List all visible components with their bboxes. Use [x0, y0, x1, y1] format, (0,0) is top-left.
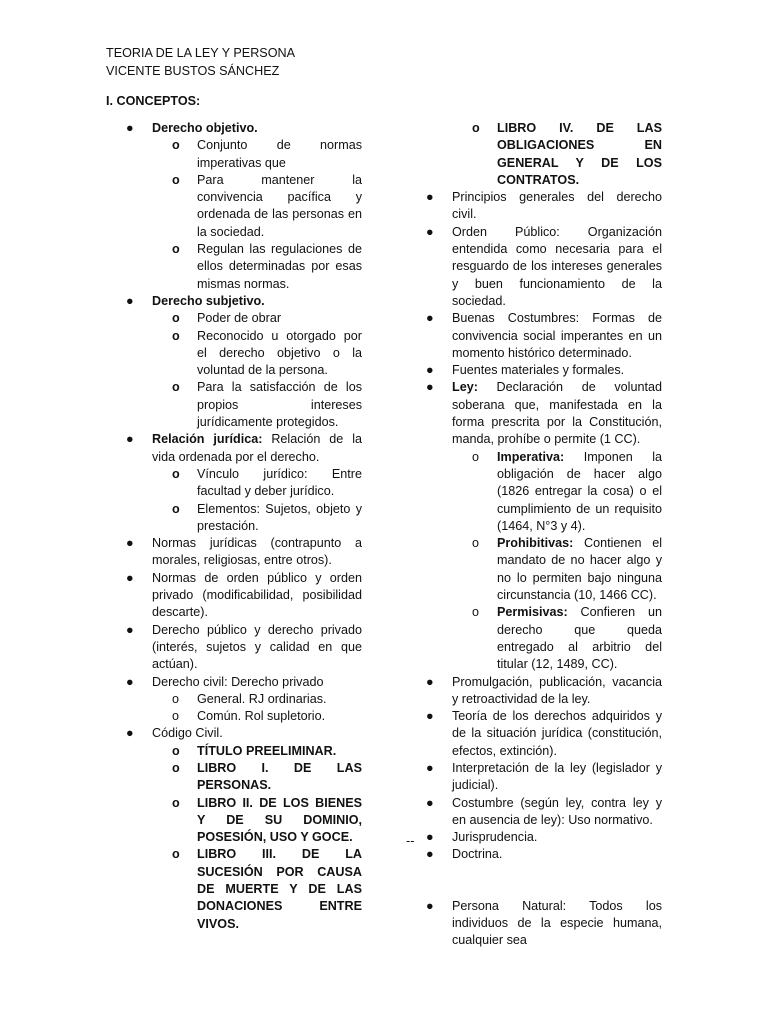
item-text: Derecho civil: Derecho privado	[152, 674, 324, 689]
list-item-codigo-civil	[126, 725, 362, 742]
bullet-icon: ●	[126, 536, 134, 551]
item-text: Doctrina.	[452, 847, 503, 862]
document-title: TEORIA DE LA LEY Y PERSONA	[106, 46, 295, 60]
sub-item-text: Común. Rol supletorio.	[197, 709, 326, 724]
sub-item	[126, 846, 362, 932]
list-item-relacion-juridica	[126, 431, 362, 466]
sub-item-text: LIBRO IV. DE LAS OBLIGACIONES EN GENERAL Y DE LOS CONTRATOS.	[497, 121, 662, 187]
bullet-icon: ●	[126, 726, 134, 741]
list-item-costumbre	[426, 795, 662, 830]
sub-bullet-icon: o	[172, 138, 180, 153]
sub-item-text: LIBRO III. DE LA SUCESIÓN POR CAUSA DE MUERTE Y DE LAS DONACIONES ENTRE VIVOS.	[197, 847, 362, 931]
sub-item-text: Imponen la obligación de hacer algo (1826 entregar la cosa) o el cumplimiento de un requisito (1464, N°3 y 4).	[497, 449, 662, 533]
bullet-icon: ●	[426, 311, 434, 326]
bullet-icon: ●	[426, 674, 434, 689]
list-item-buenas-costumbres	[426, 310, 662, 362]
sub-bullet-icon: o	[472, 605, 480, 620]
item-title: Ley:	[452, 380, 478, 395]
list-item-publico-privado	[126, 622, 362, 674]
sub-item-text: Elementos: Sujetos, objeto y prestación.	[197, 501, 362, 533]
list-item-derecho-civil	[126, 674, 362, 691]
bullet-icon: ●	[426, 190, 434, 205]
sub-item-title: Prohibitivas:	[497, 536, 574, 551]
bullet-icon: ●	[126, 674, 134, 689]
list-item-derecho-objetivo	[126, 120, 362, 137]
sub-bullet-icon: o	[472, 536, 480, 551]
sub-bullet-icon: o	[472, 121, 480, 135]
bullet-icon: ●	[126, 121, 134, 135]
author-name: VICENTE BUSTOS SÁNCHEZ	[106, 64, 280, 78]
sub-bullet-icon: o	[172, 466, 180, 481]
list-item-ley	[426, 379, 662, 448]
sub-item-text: LIBRO II. DE LOS BIENES Y DE SU DOMINIO, POSESIÓN, USO Y GOCE.	[197, 795, 362, 845]
list-item-derecho-subjetivo	[126, 293, 362, 310]
bullet-icon: ●	[426, 760, 434, 775]
sub-item	[126, 466, 362, 501]
sub-item	[126, 760, 362, 795]
bullet-icon: ●	[426, 898, 434, 913]
left-column	[126, 120, 362, 933]
list-item-principios	[426, 189, 662, 224]
section-heading: I. CONCEPTOS:	[106, 94, 201, 108]
sub-item	[126, 328, 362, 380]
item-text: Orden Público: Organización entendida como necesaria para el resguardo de los intereses generales y buen funcionamiento de la sociedad.	[452, 224, 662, 308]
item-text: Declaración de voluntad soberana que, manifestada en la forma prescrita por la Constitución, manda, prohíbe o permite (1 CC).	[452, 380, 662, 447]
sub-item-libro-iv	[426, 120, 662, 189]
sub-bullet-icon: o	[172, 691, 180, 706]
sub-bullet-icon: o	[172, 380, 180, 395]
bullet-icon: ●	[426, 224, 434, 239]
sub-bullet-icon: o	[172, 311, 180, 326]
sub-item	[126, 691, 362, 708]
bullet-icon: ●	[426, 830, 434, 845]
item-text: Código Civil.	[152, 726, 223, 741]
list-item-orden-publico-def	[426, 224, 662, 310]
list-item-orden-publico	[126, 570, 362, 622]
sub-bullet-icon: o	[172, 743, 180, 758]
sub-bullet-icon: o	[172, 847, 180, 862]
item-text: Jurisprudencia.	[452, 830, 538, 845]
section-separator: --	[406, 834, 415, 848]
sub-item-text: Confieren un derecho que queda entregado al arbitrio del titular (12, 1489, CC).	[497, 605, 662, 672]
sub-item-text: Poder de obrar	[197, 311, 282, 326]
item-text: Normas de orden público y orden privado (modificabilidad, posibilidad descarte).	[152, 570, 362, 620]
item-text: Interpretación de la ley (legislador y judicial).	[452, 760, 662, 793]
item-text: Principios generales del derecho civil.	[452, 190, 662, 222]
bullet-icon: ●	[126, 622, 134, 637]
sub-item-title: Imperativa:	[497, 449, 565, 464]
bullet-icon: ●	[426, 709, 434, 724]
sub-bullet-icon: o	[172, 242, 180, 257]
item-title: Derecho subjetivo.	[152, 293, 265, 308]
sub-bullet-icon: o	[172, 172, 180, 187]
sub-item	[126, 708, 362, 725]
sub-item	[126, 743, 362, 760]
sub-item-text: TÍTULO PREELIMINAR.	[197, 743, 337, 758]
item-text: Promulgación, publicación, vacancia y retroactividad de la ley.	[452, 674, 662, 706]
item-text: Fuentes materiales y formales.	[452, 363, 625, 378]
bullet-icon: ●	[126, 570, 134, 585]
bullet-icon: ●	[126, 432, 134, 447]
sub-item-text: Contienen el mandato de no hacer algo y no lo permiten bajo ninguna circunstancia (10, 1466 CC).	[497, 536, 662, 603]
sub-item	[426, 604, 662, 673]
bullet-icon: ●	[426, 380, 434, 395]
sub-item-text: Para la satisfacción de los propios intereses jurídicamente protegidos.	[197, 380, 362, 430]
list-item-promulgacion	[426, 674, 662, 709]
item-text: Relación de la vida ordenada por el derecho.	[152, 432, 362, 464]
sub-bullet-icon: o	[172, 760, 180, 775]
item-text: Derecho público y derecho privado (interés, sujetos y calidad en que actúan).	[152, 622, 362, 672]
spacer	[426, 864, 662, 898]
bullet-icon: ●	[126, 293, 134, 308]
sub-item	[126, 172, 362, 241]
list-item-fuentes	[426, 362, 662, 379]
sub-item	[126, 137, 362, 172]
item-text: Teoría de los derechos adquiridos y de la situación jurídica (constitución, efectos, extinción).	[452, 709, 662, 758]
sub-item	[126, 795, 362, 847]
sub-item-title: Permisivas:	[497, 605, 568, 620]
sub-item	[126, 501, 362, 536]
bullet-icon: ●	[426, 795, 434, 810]
sub-item-text: Conjunto de normas imperativas que	[197, 138, 362, 170]
right-column	[426, 120, 662, 950]
sub-item	[126, 310, 362, 327]
item-text: Costumbre (según ley, contra ley y en ausencia de ley): Uso normativo.	[452, 795, 662, 827]
list-item-jurisprudencia	[426, 829, 662, 846]
item-text: Buenas Costumbres: Formas de convivencia social imperantes en un momento histórico determinado.	[452, 311, 662, 360]
sub-item-text: LIBRO I. DE LAS PERSONAS.	[197, 760, 362, 793]
sub-bullet-icon: o	[472, 449, 480, 464]
sub-bullet-icon: o	[172, 328, 180, 343]
sub-bullet-icon: o	[172, 501, 180, 516]
list-item-doctrina	[426, 846, 662, 863]
sub-bullet-icon: o	[172, 795, 180, 810]
item-title: Relación jurídica:	[152, 432, 263, 447]
list-item-teoria	[426, 708, 662, 760]
bullet-icon: ●	[426, 363, 434, 378]
sub-item-text: Regulan las regulaciones de ellos determinadas por esas mismas normas.	[197, 242, 362, 291]
sub-item	[426, 449, 662, 535]
item-text: Normas jurídicas (contrapunto a morales, religiosas, entre otros).	[152, 536, 362, 568]
sub-item-text: Vínculo jurídico: Entre facultad y deber jurídico.	[197, 466, 362, 499]
sub-item	[426, 535, 662, 604]
list-item-interpretacion	[426, 760, 662, 795]
item-text: Persona Natural: Todos los individuos de la especie humana, cualquier sea	[452, 898, 662, 948]
sub-item-text: Para mantener la convivencia pacífica y ordenada de las personas en la sociedad.	[197, 172, 362, 239]
list-item-persona-natural	[426, 898, 662, 950]
sub-item-text: General. RJ ordinarias.	[197, 691, 327, 706]
sub-item-text: Reconocido u otorgado por el derecho objetivo o la voluntad de la persona.	[197, 328, 362, 378]
bullet-icon: ●	[426, 847, 434, 862]
list-item-normas-juridicas	[126, 535, 362, 570]
sub-item	[126, 379, 362, 431]
sub-bullet-icon: o	[172, 709, 180, 724]
item-title: Derecho objetivo.	[152, 121, 258, 135]
sub-item	[126, 241, 362, 293]
